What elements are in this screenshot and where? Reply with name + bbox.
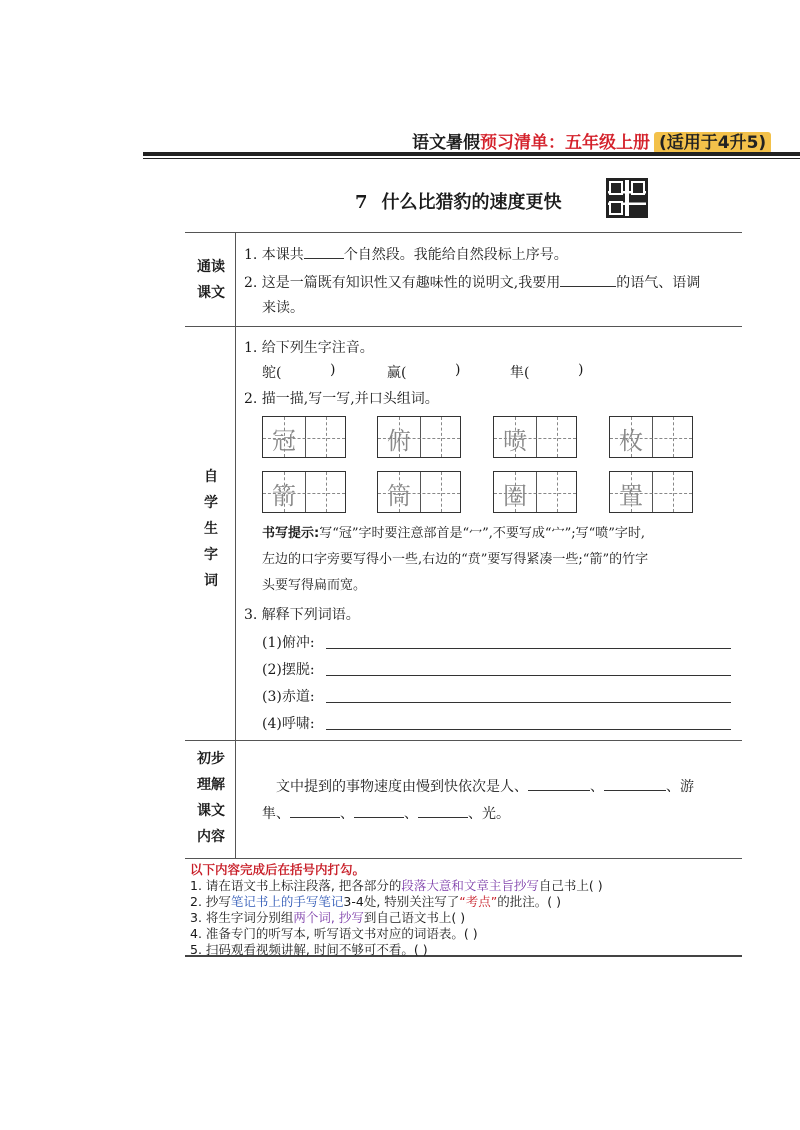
item-highlight: 两个词, 抄写 — [293, 910, 364, 925]
section-label-read — [187, 254, 235, 306]
trace-char: 置 — [619, 482, 643, 510]
header-prefix: 语文暑假 — [412, 133, 480, 153]
label-char: 学 — [204, 495, 218, 511]
pinyin-item-3[interactable] — [510, 362, 529, 382]
s3-text-b: 隼、 — [262, 806, 290, 822]
term-1: (1)俯冲: — [262, 635, 315, 651]
s3-text-end: 、光。 — [468, 806, 510, 822]
trace-char: 俯 — [387, 427, 411, 455]
trace-box[interactable] — [609, 416, 693, 458]
s3-line-2 — [262, 803, 510, 823]
trace-box[interactable] — [377, 471, 461, 513]
pinyin-close-1: ) — [330, 362, 336, 378]
header-red-title: 预习清单：五年级上册 — [480, 133, 650, 153]
trace-char: 筒 — [387, 482, 411, 510]
s1-item1-text-a: 1. 本课共 — [244, 247, 304, 263]
item-text: 到自己语文书上( ) — [363, 910, 466, 925]
header-rule-thin — [143, 158, 800, 159]
table-top-border — [185, 232, 742, 233]
trace-box[interactable] — [493, 471, 577, 513]
checklist-item-5[interactable] — [190, 942, 428, 958]
lesson-title-text: 什么比猎豹的速度更快 — [381, 192, 562, 213]
trace-box[interactable] — [262, 416, 346, 458]
row-divider-1 — [185, 326, 742, 327]
speed-blank-3[interactable] — [290, 803, 340, 818]
s1-item-1 — [244, 244, 568, 264]
item-text: 5. 扫码观看视频讲解, 时间不够可不看。( ) — [190, 942, 428, 957]
speed-blank-5[interactable] — [418, 803, 468, 818]
trace-box[interactable] — [377, 416, 461, 458]
row-divider-3 — [185, 858, 742, 859]
separator: 、 — [340, 806, 354, 822]
label-line: 内容 — [197, 829, 225, 845]
label-column-divider — [235, 232, 236, 858]
trace-box[interactable] — [262, 471, 346, 513]
item-text: 2. 抄写 — [190, 894, 231, 909]
label-char: 生 — [204, 521, 218, 537]
pinyin-close-3: ) — [578, 362, 584, 378]
label-line: 理解 — [197, 777, 225, 793]
checklist-item-3[interactable] — [190, 910, 465, 926]
row-divider-2 — [185, 740, 742, 741]
tip-line-1 — [262, 521, 738, 547]
qr-code-icon[interactable] — [606, 178, 648, 218]
term-4: (4)呼啸: — [262, 716, 315, 732]
writing-tip — [262, 521, 738, 599]
tip-label: 书写提示: — [262, 526, 320, 541]
trace-char: 冠 — [272, 427, 296, 455]
s1-item-2-cont: 来读。 — [262, 300, 304, 316]
answer-line[interactable] — [326, 702, 731, 703]
lesson-title — [355, 188, 562, 214]
trace-box[interactable] — [609, 471, 693, 513]
separator: 、 — [404, 806, 418, 822]
item-text: 3. 将生字词分别组 — [190, 910, 294, 925]
answer-line[interactable] — [326, 729, 731, 730]
label-line: 课文 — [197, 285, 225, 301]
trace-char: 圈 — [503, 482, 527, 510]
paragraph-count-blank[interactable] — [304, 244, 344, 259]
s3-text-end: 、游 — [666, 779, 694, 795]
answer-line[interactable] — [326, 648, 731, 649]
label-line: 通读 — [197, 259, 225, 275]
pinyin-item-2[interactable] — [387, 362, 406, 382]
s3-line-1 — [276, 776, 694, 796]
page-header — [412, 128, 771, 153]
label-line: 初步 — [197, 751, 225, 767]
s2-q3: 3. 解释下列词语。 — [244, 607, 360, 623]
header-rule-thick — [143, 152, 800, 156]
s2-q2: 2. 描一描,写一写,并口头组词。 — [244, 391, 439, 407]
tip-text: 写“冠”字时要注意部首是“冖”,不要写成“宀”;写“喷”字时, — [319, 526, 646, 541]
pinyin-char: 赢( — [387, 365, 407, 381]
item-text: 3-4处, 特别关注写了 — [343, 894, 460, 909]
s1-item-2 — [244, 272, 700, 292]
item-keyword: “考点” — [459, 894, 498, 909]
pinyin-char: 隼( — [510, 365, 530, 381]
item-text: 自己书上( ) — [538, 878, 603, 893]
lesson-number: 7 — [355, 192, 368, 213]
label-char: 字 — [204, 547, 218, 563]
tip-line-2: 左边的口字旁要写得小一些,右边的“贲”要写得紧凑一些;“箭”的竹字 — [262, 552, 649, 567]
pinyin-close-2: ) — [455, 362, 461, 378]
label-char: 词 — [204, 573, 218, 589]
item-text: 的批注。( ) — [497, 894, 561, 909]
tip-line-3: 头要写得扁而宽。 — [262, 578, 367, 593]
grade-badge: (适用于4升5) — [654, 132, 771, 154]
section-label-understand — [187, 746, 235, 850]
separator: 、 — [590, 779, 604, 795]
speed-blank-1[interactable] — [528, 776, 590, 791]
s3-text-a: 文中提到的事物速度由慢到快依次是人、 — [276, 779, 528, 795]
trace-char: 喷 — [503, 427, 527, 455]
term-2: (2)摆脱: — [262, 662, 315, 678]
label-char: 自 — [204, 469, 218, 485]
checklist-item-1[interactable] — [190, 878, 603, 894]
label-line: 课文 — [197, 803, 225, 819]
checklist-header: 以下内容完成后在括号内打勾。 — [190, 862, 366, 877]
s1-item1-text-b: 个自然段。我能给自然段标上序号。 — [343, 247, 568, 263]
s1-item2-text-a: 2. 这是一篇既有知识性又有趣味性的说明文,我要用 — [244, 275, 561, 291]
s2-q1: 1. 给下列生字注音。 — [244, 340, 374, 356]
pinyin-char: 鸵( — [262, 365, 282, 381]
item-highlight: 段落大意和文章主旨抄写 — [401, 878, 539, 893]
pinyin-item-1[interactable] — [262, 362, 281, 382]
term-3: (3)赤道: — [262, 689, 315, 705]
trace-char: 箭 — [272, 482, 296, 510]
checklist-item-2[interactable] — [190, 894, 561, 910]
item-text: 4. 准备专门的听写本, 听写语文书对应的词语表。( ) — [190, 926, 478, 941]
speed-blank-4[interactable] — [354, 803, 404, 818]
s1-item2-text-b: 的语气、语调 — [616, 275, 701, 291]
speed-blank-2[interactable] — [604, 776, 666, 791]
trace-box[interactable] — [493, 416, 577, 458]
answer-line[interactable] — [326, 675, 731, 676]
checklist-item-4[interactable] — [190, 926, 478, 942]
trace-char: 枚 — [619, 427, 643, 455]
tone-blank[interactable] — [560, 272, 616, 287]
item-text: 1. 请在语文书上标注段落, 把各部分的 — [190, 878, 402, 893]
section-label-self-study — [187, 464, 235, 594]
item-highlight: 笔记书上的手写笔记 — [230, 894, 344, 909]
